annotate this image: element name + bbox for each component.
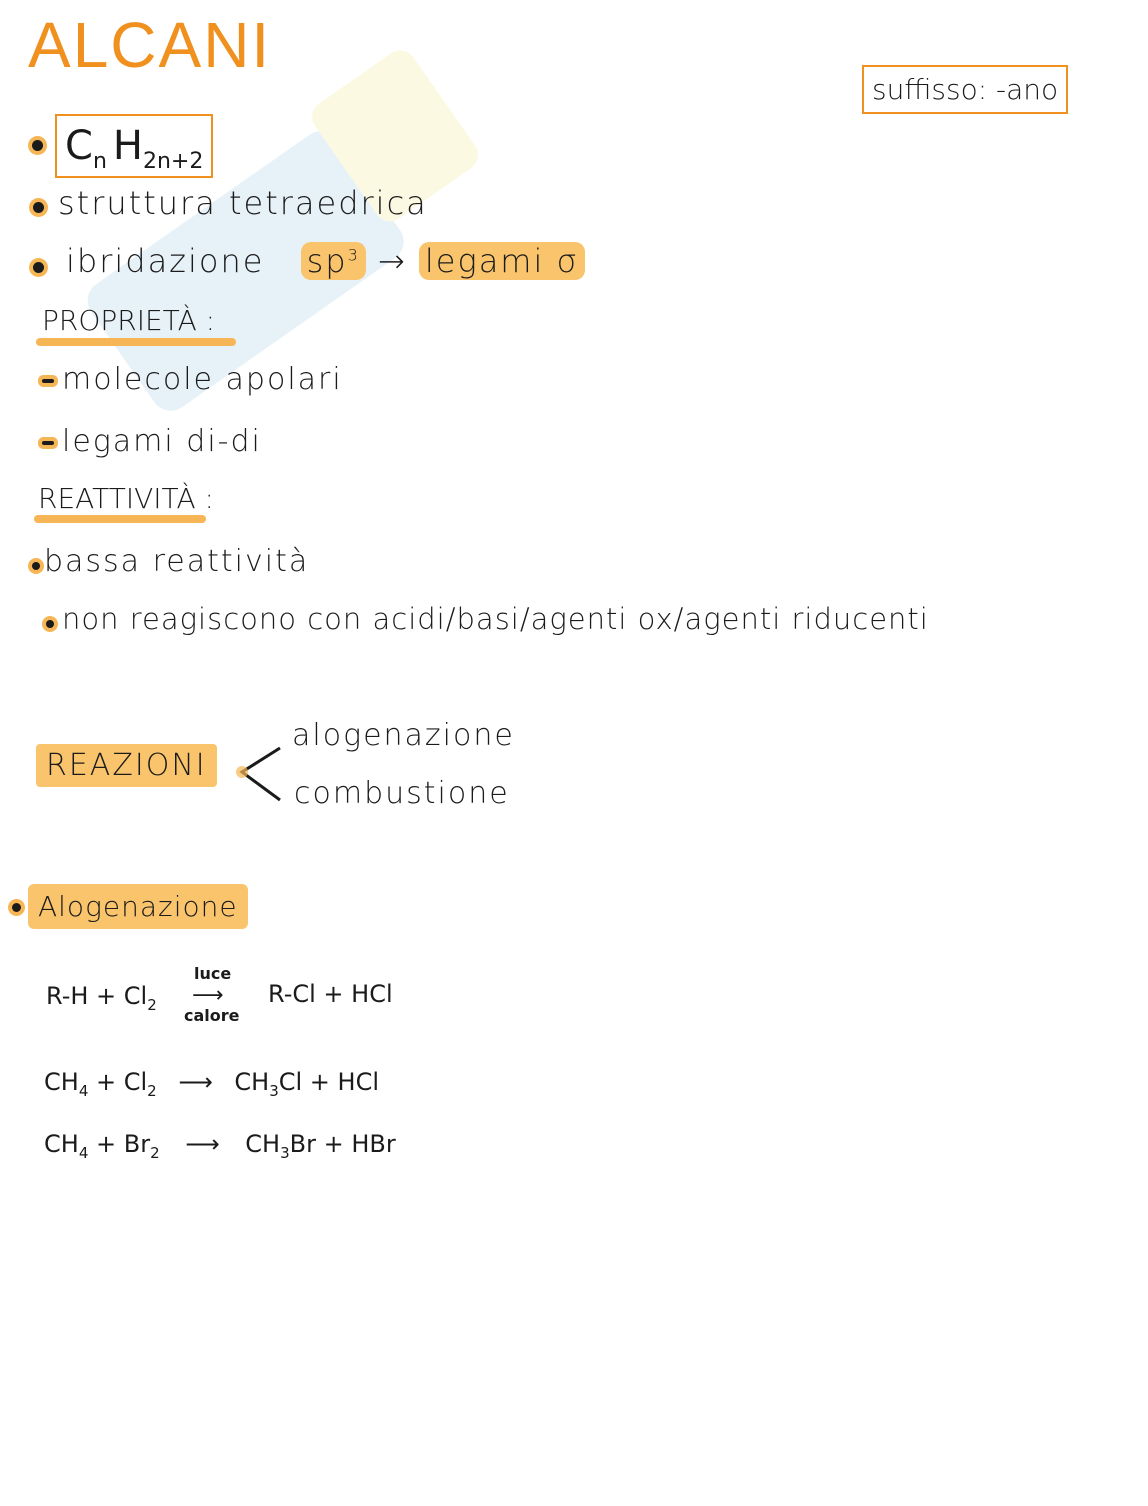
page-title: ALCANI xyxy=(28,9,272,81)
eq-sub: 4 xyxy=(78,1143,89,1162)
halogenation-heading: Alogenazione xyxy=(28,884,248,929)
reactivity-colon: : xyxy=(204,482,214,515)
eq-sub: 2 xyxy=(147,995,157,1014)
property-item-text: molecole apolari xyxy=(62,362,343,397)
eq-text: Br + HBr xyxy=(289,1130,396,1158)
bullet-dot xyxy=(32,562,40,570)
equation-1 xyxy=(44,1068,379,1100)
eq-text: Cl + HCl xyxy=(278,1068,380,1096)
formula-sub: 2n+2 xyxy=(142,149,204,174)
eq-text: CH xyxy=(44,1068,79,1096)
arrow-icon: ⟶ xyxy=(185,1130,220,1158)
arrow-icon: ⟶ xyxy=(192,983,224,1008)
hybrid-sup: 3 xyxy=(347,245,360,265)
bullet-dot xyxy=(46,620,54,628)
list-item xyxy=(42,424,262,459)
arrow-icon: ⟶ xyxy=(178,1068,213,1096)
eq-sub: 2 xyxy=(150,1143,160,1162)
bullet-dot xyxy=(32,140,43,151)
equation-2 xyxy=(44,1130,396,1162)
condition-over: luce xyxy=(194,964,232,983)
hybrid-value xyxy=(301,242,366,280)
structure-text: struttura tetraedrica xyxy=(58,184,428,222)
bond-type: legami σ xyxy=(419,242,585,280)
arrow-icon: → xyxy=(377,242,407,280)
list-item xyxy=(42,362,343,397)
eq-sub: 3 xyxy=(269,1081,279,1100)
properties-heading-text: PROPRIETÀ xyxy=(42,304,197,337)
general-equation-right: R-Cl + HCl xyxy=(268,980,393,1008)
bullet-dot xyxy=(33,262,44,273)
general-formula xyxy=(55,114,213,178)
reactivity-heading-text: REATTIVITÀ xyxy=(38,482,196,515)
suffix-note: suffisso: -ano xyxy=(862,65,1068,114)
heading-underline xyxy=(34,515,206,523)
property-item-text: legami di-di xyxy=(62,424,262,459)
bullet-dot xyxy=(12,903,21,912)
eq-text: CH xyxy=(245,1130,281,1158)
eq-sub: 4 xyxy=(78,1081,89,1100)
hybrid-label: ibridazione xyxy=(66,242,265,280)
dash-bullet xyxy=(42,379,54,383)
eq-text: CH xyxy=(44,1130,79,1158)
reaction-type: combustione xyxy=(294,776,510,811)
properties-colon: : xyxy=(205,304,216,337)
reaction-type: alogenazione xyxy=(292,718,515,753)
heading-underline xyxy=(36,338,236,346)
reactivity-heading xyxy=(38,482,214,515)
properties-heading xyxy=(42,304,215,337)
eq-text: + Br xyxy=(88,1130,151,1158)
hybridization-line xyxy=(66,242,585,280)
eq-text: R-H + Cl xyxy=(46,982,148,1010)
low-reactivity: bassa reattività xyxy=(44,544,310,579)
eq-sub: 3 xyxy=(280,1143,290,1162)
formula-n: n xyxy=(92,149,107,174)
formula-c: C xyxy=(65,123,93,169)
no-reaction-text: non reagiscono con acidi/basi/agenti ox/agenti riducenti xyxy=(62,602,929,636)
bullet-dot xyxy=(33,202,44,213)
eq-text: + Cl xyxy=(88,1068,148,1096)
eq-sub: 2 xyxy=(147,1081,157,1100)
general-equation-left xyxy=(46,982,157,1014)
reactions-label: REAZIONI xyxy=(36,744,217,787)
hybrid-sp: sp xyxy=(306,242,348,280)
formula-h: H xyxy=(112,123,143,169)
dash-bullet xyxy=(42,441,54,445)
branch-bracket-icon xyxy=(236,742,286,806)
condition-under: calore xyxy=(184,1006,240,1025)
eq-text: CH xyxy=(234,1068,270,1096)
